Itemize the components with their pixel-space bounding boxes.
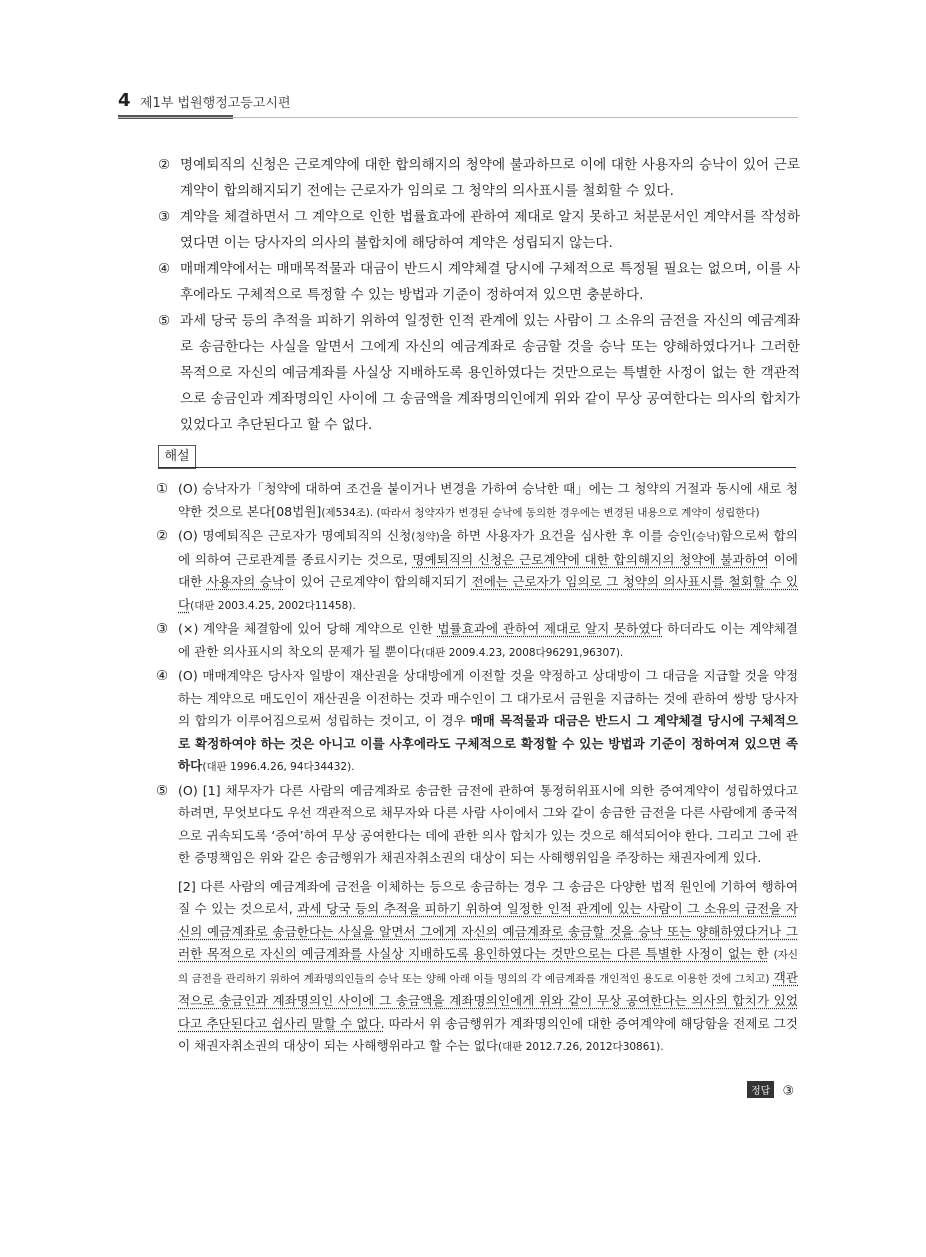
- item-text: 이에 대한: [178, 551, 798, 589]
- item-marker: ②: [156, 528, 169, 544]
- item-marker: ⑤: [156, 782, 169, 799]
- item-marker: ③: [156, 621, 169, 637]
- item-citation: (대판 1996.4.26, 94다34432).: [202, 761, 355, 773]
- explanation-item-3: [156, 618, 798, 664]
- item-emphasis: 전에는 근로자가 임의로 그 청약의 의사표시를 철회할 수 있다: [178, 574, 798, 612]
- option-4: [158, 256, 800, 308]
- item-note: (승낙): [691, 531, 721, 543]
- answer-box: [747, 1081, 794, 1099]
- item-emphasis: 과세 당국 등의 추적을 피하기 위하여 일정한 인적 관계에 있는 사람이 그 소유의 금전을 자신의 예금계좌로 송금한다는 사실을 알면서 그에게 자신의 예금계좌로 송금할 것을 승낙 또는 양해하였다거나 그러한 목적으로 자신의 예금계좌를 사실상 지배하도록 용인하였다는 것만으로는 다른 특별한 사정이 없는 한: [178, 901, 798, 961]
- explanation-label: 해설: [158, 445, 196, 469]
- option-2: [158, 152, 800, 204]
- item-text: 이 있어 근로계약이 합의해지되기: [283, 574, 468, 589]
- explanation-rule: [158, 467, 796, 468]
- answer-value: ③: [782, 1084, 795, 1099]
- item-text: [2] 다른 사람의 예금계좌에 금전을 이체하는 등으로 송금하는 경우 그 송금은 다양한 법적 원인에 기하여 행하여질 수 있는 것으로서,: [178, 878, 798, 916]
- item-citation: (대판 2009.4.23, 2008다96291,96307).: [421, 646, 624, 659]
- item-emphasis: 사용자의 승낙: [206, 574, 284, 589]
- item-citation: (대판 2003.4.25, 2002다11458).: [190, 599, 356, 612]
- explanation-item-5: [156, 780, 798, 1059]
- explanation-item-2: [156, 525, 798, 617]
- item-paragraph-2: [178, 876, 798, 1059]
- item-text: 을 하면 사용자가 요건을 심사한 후 이를 승인: [439, 528, 692, 543]
- option-marker: ④: [158, 261, 171, 277]
- item-marker: ④: [156, 668, 169, 684]
- item-citation: (대판 2012.7.26, 2012다30861).: [498, 1041, 664, 1053]
- option-3: [158, 204, 800, 256]
- option-text: 명예퇴직의 신청은 근로계약에 대한 합의해지의 청약에 불과하므로 이에 대한 사용자의 승낙이 있어 근로계약이 합의해지되기 전에는 근로자가 임의로 그 청약의 의사표시를 철회할 수 있다.: [180, 157, 800, 199]
- item-verdict: (O): [178, 528, 198, 543]
- option-marker: ②: [158, 157, 171, 173]
- item-verdict: (×): [178, 621, 199, 636]
- item-verdict: (O): [178, 782, 198, 798]
- explanation-body: [156, 478, 798, 1060]
- option-text: 과세 당국 등의 추적을 피하기 위하여 일정한 인적 관계에 있는 사람이 그 소유의 금전을 자신의 예금계좌로 송금한다는 사실을 알면서 그에게 자신의 예금계좌로 송금할 것을 승낙 또는 양해하였다거나 그러한 목적으로 자신의 예금계좌를 사실상 지배하도록 용인하였다는 것만으로는 특별한 사정이 없는 한 객관적으로 송금인과 계좌명의인 사이에 그 송금액을 계좌명의인에게 위와 같이 무상 공여한다는 의사의 합치가 있었다고 추단된다고 할 수 없다.: [180, 313, 800, 433]
- option-text: 매매계약에서는 매매목적물과 대금이 반드시 계약체결 당시에 구체적으로 특정될 필요는 없으며, 이를 사후에라도 구체적으로 특정할 수 있는 방법과 기준이 정하여져 있으면 충분하다.: [180, 261, 800, 303]
- option-text: 계약을 체결하면서 그 계약으로 인한 법률효과에 관하여 제대로 알지 못하고 처분문서인 계약서를 작성하였다면 이는 당사자의 의사의 불합치에 해당하여 계약은 성립되지 않는다.: [180, 209, 800, 251]
- item-note: (자신의 금전을 관리하기 위하여 계좌명의인들의 승낙 또는 양해 아래 이들 명의의 각 예금계좌를 개인적인 용도로 이용한 것에 그치고): [178, 949, 798, 985]
- explanation-item-4: [156, 665, 798, 779]
- page-header: [118, 90, 798, 124]
- item-citation: (제534조). (따라서 청약자가 변경된 승낙에 동의한 경우에는 변경된 내용으로 계약이 성립한다): [321, 506, 760, 519]
- item-text: 계약을 체결함에 있어 당해 계약으로 인한: [202, 621, 433, 636]
- item-text: 하더라도 이는 계약체결에 관한 의사표시의 착오의 문제가 될 뿐이다: [178, 621, 798, 659]
- section-title: 제1부 법원행정고등고시편: [140, 96, 291, 111]
- item-verdict: (O): [178, 481, 198, 496]
- item-note: (청약): [411, 531, 440, 543]
- answer-label: 정답: [747, 1081, 774, 1098]
- option-5: [158, 308, 800, 438]
- item-bold: 매매 목적물과 대금은 반드시 그 계약체결 당시에 구체적으로 확정하여야 하는 것은 아니고 이를 사후에라도 구체적으로 확정할 수 있는 방법과 기준이 정하여져 있으면 족하다: [178, 713, 799, 773]
- explanation-item-1: [156, 478, 798, 524]
- item-emphasis: 법률효과에 관하여 제대로 알지 못하였다: [437, 621, 663, 636]
- item-text: 명예퇴직은 근로자가 명예퇴직의 신청: [202, 528, 412, 543]
- item-text: 매매계약은 당사자 일방이 재산권을 상대방에게 이전할 것을 약정하고 상대방이 그 대금을 지급할 것을 약정하는 계약으로 매도인이 재산권을 이전하는 것과 매수인이 그 대가로서 금원을 지급하는 것에 관하여 쌍방 당사자의 합의가 이루어짐으로써 성립하는 것이고, 이 경우: [178, 668, 798, 728]
- item-text: 승낙자가「청약에 대하여 조건을 붙이거나 변경을 가하여 승낙한 때」에는 그 청약의 거절과 동시에 새로 청약한 것으로 본다[08법원]: [178, 481, 798, 519]
- question-options: [158, 152, 800, 438]
- item-verdict: (O): [178, 668, 198, 683]
- item-text: 함으로써 합의에 의하여 근로관계를 종료시키는 것으로,: [178, 528, 798, 567]
- option-marker: ⑤: [158, 313, 171, 329]
- option-marker: ③: [158, 209, 171, 225]
- page-number: 4: [118, 90, 131, 111]
- item-marker: ①: [156, 481, 169, 497]
- item-paragraph-1: [1] 채무자가 다른 사람의 예금계좌로 송금한 금전에 관하여 통정허위표시에 의한 증여계약이 성립하였다고 하려면, 무엇보다도 우선 객관적으로 채무자와 다른 사람 사이에서 그와 같이 송금한 금전을 다른 사람에게 종국적으로 귀속되도록 ‘증여’하여 무상 공여한다는 데에 관한 의사 합치가 있는 것으로 해석되어야 한다. 그리고 그에 관한 증명책임은 위와 같은 송금행위가 채권자취소권의 대상이 되는 사해행위임을 주장하는 채권자에게 있다.: [178, 782, 798, 865]
- header-rule: [118, 117, 798, 118]
- item-emphasis: 명예퇴직의 신청은 근로계약에 대한 합의해지의 청약에 불과하여: [412, 551, 769, 567]
- item-text: 따라서 위 송금행위가 계좌명의인에 대한 증여계약에 해당함을 전제로 그것이 채권자취소권의 대상이 되는 사해행위라고 할 수는 없다: [178, 1015, 798, 1053]
- item-emphasis: 객관적으로 송금인과 계좌명의인 사이에 그 송금액을 계좌명의인에게 위와 같이 무상 공여한다는 의사의 합치가 있었다고 추단된다고 쉽사리 말할 수 없다.: [178, 969, 798, 1031]
